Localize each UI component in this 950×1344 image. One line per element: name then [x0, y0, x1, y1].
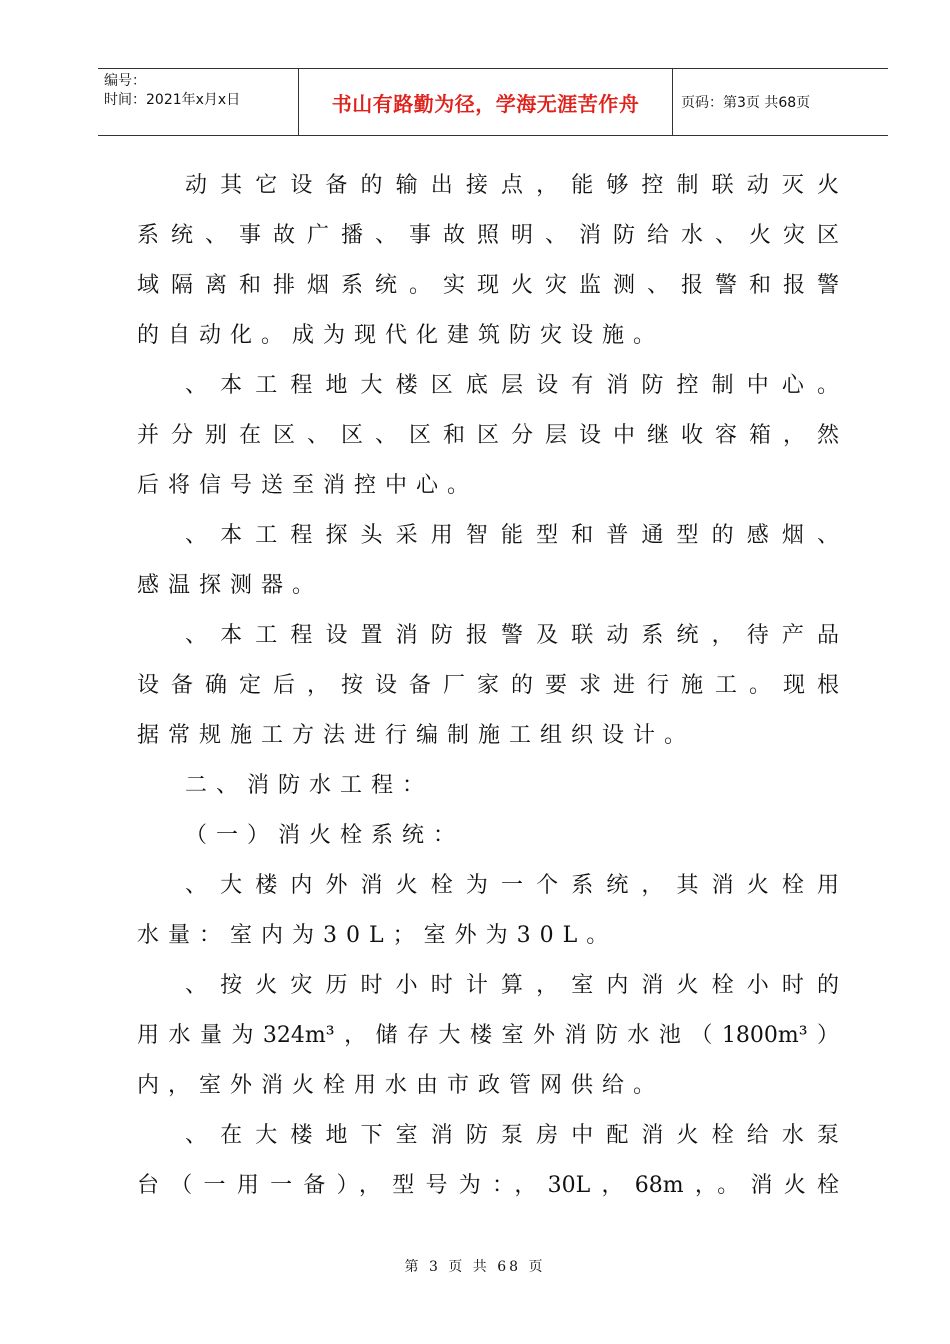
header-meta — [98, 69, 299, 135]
text-line: 内，室外消火栓用水由市政管网供给。 — [137, 1073, 665, 1098]
text-line: 、本工程设置消防报警及联动系统，待产品 — [185, 623, 839, 648]
text-line: 系统、事故广播、事故照明、消防给水、火灾区 — [137, 223, 839, 248]
time-label: 时间：2021年x月x日 — [104, 92, 241, 108]
text-line: 设备确定后，按设备厂家的要求进行施工。现根 — [137, 673, 839, 698]
text-line: 二、消防水工程： — [185, 773, 434, 798]
text-line: 域隔离和排烟系统。实现火灾监测、报警和报警 — [137, 273, 839, 298]
header-motto: 书山有路勤为径，学海无涯苦作舟 — [299, 69, 673, 135]
text-line: 据常规施工方法进行编制施工组织设计。 — [137, 723, 696, 748]
document-body — [137, 161, 839, 1211]
header-page-info: 页码：第3页 共68页 — [681, 95, 811, 111]
number-label: 编号： — [104, 73, 146, 89]
text-line: （一）消火栓系统： — [185, 823, 465, 848]
text-line: 、在大楼地下室消防泵房中配消火栓给水泵 — [185, 1123, 839, 1148]
text-line: 感温探测器。 — [137, 573, 324, 598]
text-line: 、本工程地大楼区底层设有消防控制中心。 — [185, 373, 839, 398]
text-line: 后将信号送至消控中心。 — [137, 473, 479, 498]
text-line: 的自动化。成为现代化建筑防灾设施。 — [137, 323, 665, 348]
text-line: 并分别在区、区、区和区分层设中继收容箱，然 — [137, 423, 839, 448]
text-line: 、按火灾历时小时计算，室内消火栓小时的 — [185, 973, 839, 998]
text-line: 水量：室内为30L；室外为30L。 — [137, 923, 618, 948]
text-line: 用水量为324m³，储存大楼室外消防水池（1800m³） — [137, 1023, 839, 1048]
text-line: 动其它设备的输出接点，能够控制联动灭火 — [185, 173, 839, 198]
page-header — [98, 68, 888, 136]
text-line: 、大楼内外消火栓为一个系统，其消火栓用 — [185, 873, 839, 898]
page-footer: 第 3 页 共 68 页 — [404, 1259, 546, 1275]
text-line: 台（一用一备），型号为：，30L，68m，。消火栓 — [137, 1173, 839, 1198]
text-line: 、本工程探头采用智能型和普通型的感烟、 — [185, 523, 839, 548]
